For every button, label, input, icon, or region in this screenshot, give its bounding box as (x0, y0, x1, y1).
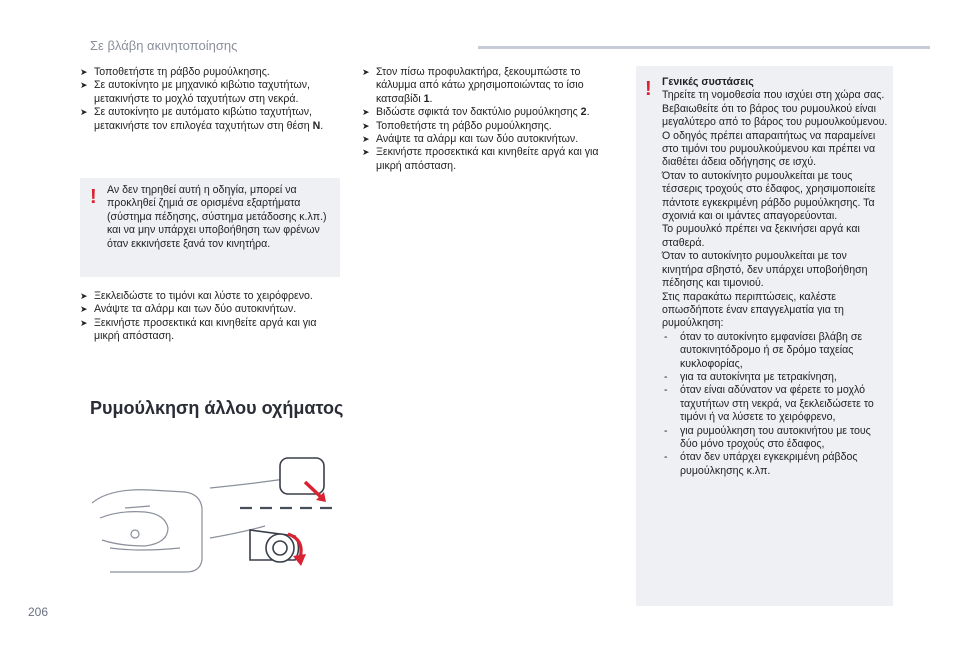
page-number: 206 (28, 605, 49, 619)
gear-position-n: N (312, 119, 321, 132)
column-1 (80, 66, 342, 133)
list-item: ➤ Ανάψτε τα αλάρμ και των δύο αυτοκινήτων. (362, 133, 579, 146)
panel-paragraph: Τηρείτε τη νομοθεσία που ισχύει στη χώρα σας. (662, 89, 885, 102)
list-item: ➤ Τοποθετήστε τη ράβδο ρυμούλκησης. (362, 119, 552, 132)
list-item: ➤ Στον πίσω προφυλακτήρα, ξεκουμπώστε το κάλυμμα από κάτω χρησιμοποιώντας το ίσιο κατσαβίδι 1. (362, 66, 584, 105)
panel-paragraph: Το ρυμουλκό πρέπει να ξεκινήσει αργά και σταθερά. (662, 223, 860, 249)
list-item: ➤ Σε αυτοκίνητο με αυτόματο κιβώτιο ταχυτήτων, μετακινήστε τον επιλογέα ταχυτήτων στη θέση N. (80, 106, 324, 132)
warning-box (80, 178, 340, 277)
steps-list-1 (80, 66, 342, 133)
bullet-icon: ➤ (80, 304, 88, 315)
header-rule (478, 46, 930, 49)
steps-list-2 (80, 290, 342, 344)
list-item: - για τα αυτοκίνητα με τετρακίνηση, (664, 370, 837, 383)
ref-number: 2 (580, 106, 587, 119)
panel-paragraph: Ο οδηγός πρέπει απαραιτήτως να παραμείνει στο τιμόνι του ρυμουλκούμενου και πρέπει να διαθέτει άδεια οδήγησης σε ισχύ. (662, 129, 876, 169)
panel-paragraph: Όταν το αυτοκίνητο ρυμουλκείται με τους τέσσερις τροχούς στο έδαφος, χρησιμοποιείτε πάντοτε εγκεκριμένη ράβδο ρυμούλκησης. Τα σχοινιά και οι ιμάντες απαγορεύονται. (662, 169, 876, 223)
panel-paragraph: Βεβαιωθείτε ότι το βάρος του ρυμουλκού είναι μεγαλύτερο από το βάρος του ρυμουλκούμενου. (662, 102, 888, 129)
warning-text: Αν δεν τηρηθεί αυτή η οδηγία, μπορεί να προκληθεί ζημιά σε ορισμένα εξαρτήματα (σύστημα πέδησης, σύστημα μετάδοσης κ.λπ.) και να μην υπάρχει υποβοήθηση των φρένων όταν εκκινήσετε ξανά τον κινητήρα. (107, 184, 327, 250)
section-heading: Ρυμούλκηση άλλου οχήματος (90, 398, 344, 418)
list-item: ➤ Ανάψτε τα αλάρμ και των δύο αυτοκινήτων. (80, 303, 297, 316)
list-item: - όταν δεν υπάρχει εγκεκριμένη ράβδος ρυμούλκησης κ.λπ. (664, 451, 858, 477)
bullet-icon: ➤ (80, 291, 88, 301)
column-2 (362, 66, 618, 173)
bullet-icon: ➤ (80, 107, 88, 118)
page-header-title: Σε βλάβη ακινητοποίησης (90, 38, 238, 53)
towing-eye-illustration (90, 448, 340, 578)
bullet-icon: ➤ (362, 134, 370, 145)
bullet-icon: ➤ (80, 317, 88, 328)
list-item: ➤ Βιδώστε σφικτά τον δακτύλιο ρυμούλκησης 2. (362, 106, 590, 119)
panel-content (662, 76, 890, 478)
panel-paragraph: Όταν το αυτοκίνητο ρυμουλκείται με τον κινητήρα σβηστό, δεν υπάρχει υποβοήθηση πέδησης και τιμονιού. (662, 250, 868, 290)
bullet-icon: ➤ (362, 120, 370, 131)
warning-icon: ! (90, 186, 97, 208)
list-item: - όταν το αυτοκίνητο εμφανίσει βλάβη σε αυτοκινητόδρομο ή σε δρόμο ταχείας κυκλοφορίας, (664, 330, 863, 370)
list-item: ➤ Ξεκινήστε προσεκτικά και κινηθείτε αργά και για μικρή απόσταση. (80, 316, 317, 343)
steps-list-2-container (80, 290, 342, 344)
list-item: - για ρυμούλκηση του αυτοκινήτου με τους δύο μόνο τροχούς στο έδαφος, (664, 424, 871, 450)
steps-list-3 (362, 66, 618, 173)
bullet-icon: ➤ (362, 147, 370, 158)
list-item: - όταν είναι αδύνατον να φέρετε το μοχλό ταχυτήτων στη νεκρά, να ξεκλειδώσετε το τιμόνι ή να λύσετε το χειρόφρενο, (664, 384, 874, 424)
panel-title: Γενικές συστάσεις (662, 76, 754, 88)
bullet-icon: ➤ (362, 107, 370, 118)
general-recommendations-panel (636, 66, 893, 606)
bullet-icon: ➤ (80, 67, 88, 77)
list-item: ➤ Ξεκλειδώστε το τιμόνι και λύστε το χειρόφρενο. (80, 290, 313, 302)
warning-icon: ! (645, 78, 652, 100)
list-item: ➤ Ξεκινήστε προσεκτικά και κινηθείτε αργά και για μικρή απόσταση. (362, 146, 599, 172)
list-item: ➤ Τοποθετήστε τη ράβδο ρυμούλκησης. (80, 66, 270, 78)
cases-list (662, 331, 890, 478)
panel-paragraph: Στις παρακάτω περιπτώσεις, καλέστε οπωσδήποτε έναν επαγγελματία για τη ρυμούλκηση: (662, 290, 844, 330)
ref-number: 1 (423, 92, 430, 105)
bullet-icon: ➤ (80, 80, 88, 91)
list-item: ➤ Σε αυτοκίνητο με μηχανικό κιβώτιο ταχυτήτων, μετακινήστε το μοχλό ταχυτήτων στη νεκρά. (80, 79, 310, 105)
bullet-icon: ➤ (362, 67, 370, 77)
